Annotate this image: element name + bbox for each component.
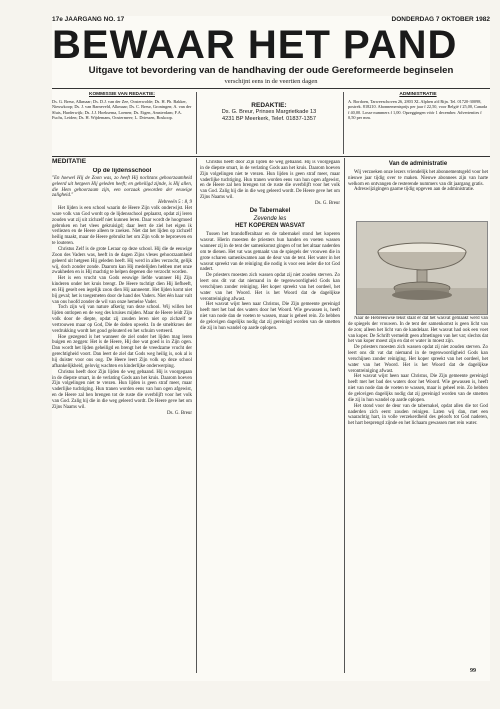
section-rule bbox=[52, 156, 490, 157]
divider bbox=[343, 92, 344, 154]
wasvat-image bbox=[357, 222, 487, 314]
meditatie-signature: Ds. G. Breur bbox=[167, 410, 192, 416]
meditatie-reference: Hebreeën 5 : 8, 9 bbox=[158, 200, 192, 206]
column-divider bbox=[344, 158, 345, 673]
tabernakel-part: Zevende les bbox=[253, 215, 287, 222]
administratie-column-heading: Van de administratie bbox=[388, 161, 448, 167]
tabernakel-subtitle: HET KOPEREN WASVAT bbox=[235, 223, 305, 230]
column-divider bbox=[196, 158, 197, 673]
meditatie-section-label: MEDITATIE bbox=[52, 158, 87, 165]
wasvat-paragraph: De priesters moesten zich wassen opdat zij niet zouden sterven. Zo leert ons dit vat dat niemand in de tegenwoordigheid Gods kan verschijnen zonder reiniging. Het koper spreekt van het oordeel, het water van het Woord. Het is het Woord dat de dagelijkse verontreiniging afwast. bbox=[348, 345, 488, 374]
tabernakel-paragraph: Tussen het brandofferaltaar en de tabernakel stond het koperen wasvat. Hierin moesten de priesters hun handen en voeten wassen wanneer zij in de tent der samenkomst gingen of tot het altaar naderden om te dienen. Het vat was gemaakt van de spiegels der vrouwen die in grote scharen samenkwamen aan de deur van de tent. Het water in het wasvat spreekt van de reiniging die nodig is voor een ieder die tot God nadert. bbox=[200, 232, 340, 273]
redactie-box bbox=[200, 96, 338, 154]
wasvat-paragraph: Het wasvat wijst heen naar Christus, Die Zijn gemeente gereinigd heeft met het bad des waters door het Woord. Wie gewassen is, heeft niet van node dan de voeten te wassen, maar is geheel rein. Zo hebben de gelovigen dagelijks nodig dat zij gereinigd worden van de smetten die zij in hun wandel op aarde oplopen. bbox=[348, 374, 488, 403]
redactie-line-1: Ds. G. Breur, Prinses Margrietkade 13 bbox=[221, 109, 317, 115]
wasvat-column bbox=[348, 316, 488, 666]
meditatie-paragraph: Het is een vrucht van Gods eeuwige liefde wanneer Hij Zijn kinderen onder het kruis brengt. De Heere tuchtigt dien Hij liefheeft, en Hij geselt een iegelijk zoon dien Hij aanneemt. Het lijden komt niet bij geval; het is toegemeten door de hand des Vaders. Niet één haar valt van ons hoofd zonder de wil van onze hemelse Vader. bbox=[52, 276, 192, 305]
divider bbox=[196, 92, 197, 154]
administratie-paragraph: Adreswijzigingen gaarne tijdig opgeven aan de administratie. bbox=[354, 187, 475, 193]
administratie-box bbox=[348, 92, 488, 121]
meditatie-paragraph: Het lijden is een school waarin de Heere Zijn volk onderwijst. Het ware volk van God wordt op de lijdensschool geplaatst, opdat zij leren zouden wat zij uit zichzelf niet kunnen leren. Daar wordt de hoogmoed gebroken en het vlees gekruisigd; daar leert de ziel het eigen ik verliezen en de Heere alleen te zoeken. Niet dat het lijden op zichzelf heilig maakt, maar de Heere gebruikt het om Zijn volk te beproeven en te louteren. bbox=[52, 206, 192, 247]
redactie-line-2: 4231 BP Meerkerk, Telef. 01837-1357 bbox=[221, 116, 317, 122]
meditatie-paragraph: Christus heeft door Zijn lijden de weg gebaand. Hij is voorgegaan in de diepste smart, in de verlating Gods aan het kruis. Daarom hoeven Zijn volgelingen niet te vrezen. Hun lijden is geen straf meer, maar vaderlijke tuchtiging. Hun tranen worden eens van hun ogen afgewist, en de Heere zal hen brengen tot de ruste die overblijft voor het volk van God. Zalig hij die in die weg geleerd wordt. De Heere geve het om Zijns Naams wil. bbox=[52, 369, 192, 410]
meditatie-continued: Christus heeft door Zijn lijden de weg gebaand. Hij is voorgegaan in de diepste smart, in de verlating Gods aan het kruis. Daarom hoeven Zijn volgelingen niet te vrezen. Hun lijden is geen straf meer, maar vaderlijke tuchtiging. Hun tranen worden eens van hun ogen afgewist, en de Heere zal hen brengen tot de ruste die overblijft voor het volk van God. Zalig hij die in die weg geleerd wordt. De Heere geve het om Zijns Naams wil. bbox=[200, 160, 340, 201]
meditatie-column bbox=[52, 168, 192, 673]
header-rule bbox=[52, 88, 490, 89]
issue-number: 17e JAARGANG NO. 17 bbox=[52, 16, 125, 23]
middle-column bbox=[200, 160, 340, 673]
wasvat-paragraph: Naar de Hebreeuwse tekst staat er dat het wasvat gemaakt werd van de spiegels der vrouwen. In de tent der samenkomst is geen licht van de zon; alleen het licht van de kandelaar. Het wasvat had ook een voet van koper. De Schrift vermeldt geen afmetingen van het vat; slechts dat het van koper moest zijn en dat er water in moest zijn. bbox=[348, 316, 488, 345]
wasvat-paragraph: Het wasvat wijst heen naar Christus, Die Zijn gemeente gereinigd heeft met het bad des waters door het Woord. Wie gewassen is, heeft niet van node dan de voeten te wassen, maar is geheel rein. Zo hebben de gelovigen dagelijks nodig dat zij gereinigd worden van de smetten die zij in hun wandel op aarde oplopen. bbox=[200, 302, 340, 331]
administratie-text: A. Bordoen, Tarweeschoven 26, 2803 XL Alphen a/d Rijn. Tel. 01720-30098, postrek. 818210. Abonnementsprijs per jaar f 22,50, voor België f 25,00, Canada f 40,00. Losse nummers f 1,00. Opzeggingen vóór 1 december. Advertenties f 0,50 per mm. bbox=[348, 98, 488, 120]
redactie-label: REDAKTIE: bbox=[251, 102, 287, 109]
meditatie-title: Op de lijdensschool bbox=[92, 168, 152, 174]
commissie-title: KOMMISSIE VAN REDAKTIE: bbox=[88, 92, 155, 97]
masthead-subtitle: Uitgave tot bevordering van de handhaving der oude Gereformeerde beginselen bbox=[88, 65, 454, 76]
commissie-box bbox=[52, 92, 192, 121]
meditatie-paragraph: Christus Zelf is de grote Leraar op deze school. Hij die de eeuwige Zoon des Vaders was, heeft in de dagen Zijns vleses gehoorzaamheid geleerd uit hetgeen Hij geleden heeft. Hij werd in alles verzocht, gelijk wij, doch zonder zonde. Daarom kan Hij medelijden hebben met onze zwakheden en is Hij machtig te helpen degenen die verzocht worden. bbox=[52, 246, 192, 276]
administratie-paragraph: Wij verzoeken onze lezers vriendelijk het abonnementsgeld voor het nieuwe jaar tijdig over te maken. Nieuwe abonnees zijn van harte welkom en ontvangen de resterende nummers van dit jaargang gratis. bbox=[348, 169, 488, 187]
issue-date: DONDERDAG 7 OKTOBER 1982 bbox=[391, 16, 490, 23]
wasvat-paragraph: De priesters moesten zich wassen opdat zij niet zouden sterven. Zo leert ons dit vat dat niemand in de tegenwoordigheid Gods kan verschijnen zonder reiniging. Het koper spreekt van het oordeel, het water van het Woord. Het is het Woord dat de dagelijkse verontreiniging afwast. bbox=[200, 273, 340, 302]
masthead-title: BEWAAR HET PAND bbox=[52, 23, 458, 67]
newspaper-page bbox=[52, 16, 490, 681]
frequency-note: verschijnt eens in de veertien dagen bbox=[224, 78, 318, 85]
middle-signature: Ds. G. Breur bbox=[315, 200, 340, 206]
wasvat-photo bbox=[356, 221, 488, 315]
wasvat-paragraph: Het stond voor de deur van de tabernakel, opdat allen die tot God naderden zich eerst zouden reinigen. Laten wij dan, met een waarachtig hart, in volle verzekerdheid des geloofs tot God naderen, het hart besprengd zijnde en het lichaam gewassen met rein water. bbox=[348, 403, 488, 427]
administratie-title: ADMINISTRATIE bbox=[399, 92, 437, 97]
page-number: 99 bbox=[470, 668, 476, 674]
tabernakel-heading: De Tabernakel bbox=[249, 207, 291, 214]
meditatie-paragraph: Hoe gezegend is het wanneer de ziel onder het lijden mag leren buigen en zeggen: Het is de Heere, Hij doe wat goed is in Zijn ogen. Dan wordt het lijden geheiligd en brengt het de vreedzame vrucht der gerechtigheid voort. Dan leert de ziel dat Gods weg heilig is, ook al is hij duister voor ons oog. De Heere leert Zijn volk op deze school afhankelijkheid, gelovig wachten en kinderlijke onderwerping. bbox=[52, 334, 192, 369]
administratie-column bbox=[348, 160, 488, 220]
commissie-text: Ds. G. Breur, Alkmaar; Ds. D.J. van der Zee, Oosterwolde; Ds. H. Ph. Bakker, Nieuwkoop; Ds. J. van Barneveld, Alkmaar; Ds. C. Breur, Groningen; A. van der Sluis, Harderwijk; Ds. J.J. Hoeksema, Loenen; Ds. Eigen, Amsterdam; F.A. Fuchs, Leiden; Ds. H. Wijdemans, Oostermeer; L. Driessen, Boskoop. bbox=[52, 98, 192, 120]
meditatie-quote: "En hoewel Hij de Zoon was, zo heeft Hij nochtans gehoorzaamheid geleerd uit hetgeen Hij geleden heeft; en geheiligd zijnde, is Hij allen, die Hem gehoorzaam zijn, een oorzaak geworden der eeuwige zaligheid." bbox=[52, 175, 192, 199]
meditatie-paragraph: Toch zijn wij van nature afkerig van deze school. Wij willen het lijden ontlopen en de weg des kruises mijden. Maar de Heere leidt Zijn volk door de diepte, opdat zij zouden leren niet op zichzelf te vertrouwen maar op God, Die de doden opwekt. In de smeltkroes der verdrukking wordt het goud gelouterd en het schuim verteerd. bbox=[52, 305, 192, 334]
